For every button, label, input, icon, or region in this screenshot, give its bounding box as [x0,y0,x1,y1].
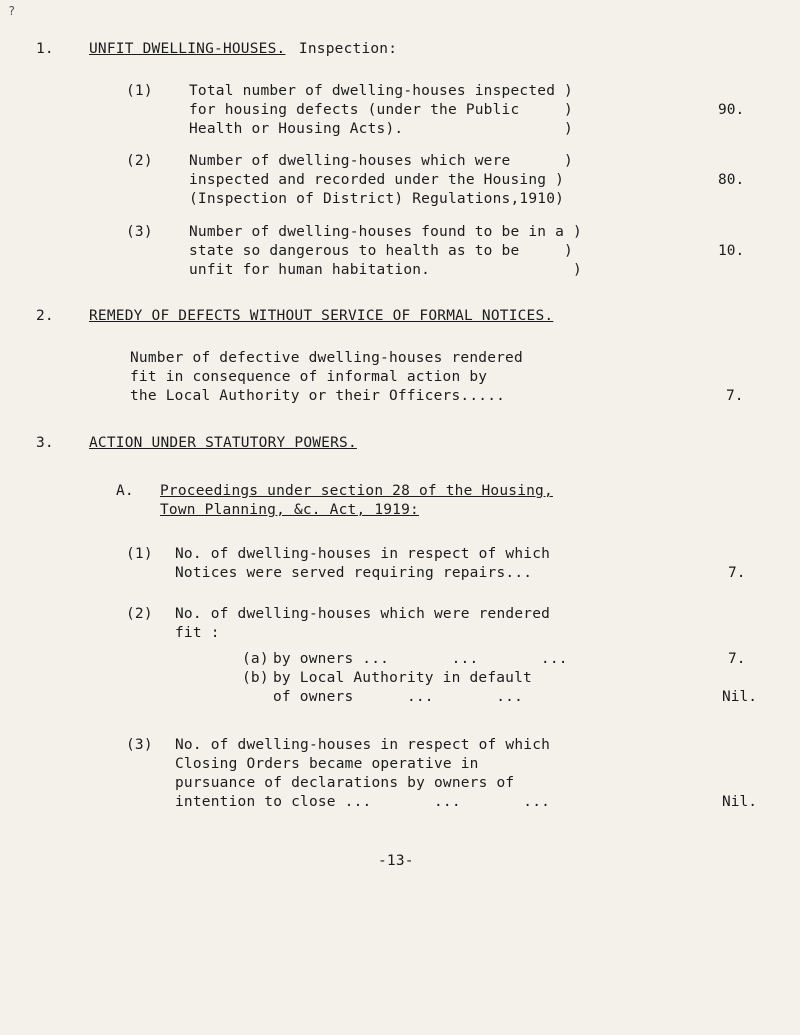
item-line: Number of dwelling-houses which were ) [189,153,573,169]
item-line: Total number of dwelling-houses inspected ) [189,83,573,99]
item-line: (Inspection of District) Regulations,1910) [189,191,565,207]
item-line: Health or Housing Acts). ) [189,121,573,137]
item-value: 80. [718,172,745,188]
subsection-heading-line: Town Planning, &c. Act, 1919: [160,502,419,518]
item-line: No. of dwelling-houses which were rendered [175,606,551,622]
section-heading-tail: Inspection: [290,41,398,57]
item-label: (1) [126,83,153,99]
subsection-heading-line: Proceedings under section 28 of the Housing, [160,483,553,499]
subitem-label: (a) [242,651,269,667]
section-number: 3. [36,435,54,451]
item-line: inspected and recorded under the Housing ) [189,172,565,188]
item-line: No. of dwelling-houses in respect of which [175,737,551,753]
subitem-line: by Local Authority in default [273,670,532,686]
item-value: 7. [728,651,746,667]
body-line: fit in consequence of informal action by [130,369,488,385]
body-line: the Local Authority or their Officers..... [130,388,506,404]
item-line: fit : [175,625,220,641]
item-value: 7. [726,388,744,404]
subitem-label: (b) [242,670,269,686]
page-number: -13- [378,853,414,869]
item-line: Number of dwelling-houses found to be in a ) [189,224,582,240]
margin-mark: ? [8,4,16,18]
section-heading: UNFIT DWELLING-HOUSES. [89,41,286,57]
subitem-line: by owners ... ... ... [273,651,568,667]
item-value: Nil. [722,689,757,705]
item-label: (2) [126,606,153,622]
item-label: (1) [126,546,153,562]
item-line: No. of dwelling-houses in respect of which [175,546,551,562]
section-heading: REMEDY OF DEFECTS WITHOUT SERVICE OF FORMAL NOTICES. [89,308,554,324]
item-label: (3) [126,224,153,240]
item-line: Notices were served requiring repairs... [175,565,533,581]
body-line: Number of defective dwelling-houses rendered [130,350,523,366]
item-value: 7. [728,565,746,581]
item-line: intention to close ... ... ... [175,794,551,810]
section-number: 2. [36,308,54,324]
item-line: unfit for human habitation. ) [189,262,582,278]
item-line: pursuance of declarations by owners of [175,775,515,791]
section-heading: ACTION UNDER STATUTORY POWERS. [89,435,357,451]
item-line: Closing Orders became operative in [175,756,479,772]
subitem-line: of owners ... ... [273,689,524,705]
item-value: 10. [718,243,745,259]
item-value: 90. [718,102,745,118]
section-number: 1. [36,41,54,57]
item-value: Nil. [722,794,757,810]
item-line: state so dangerous to health as to be ) [189,243,573,259]
item-line: for housing defects (under the Public ) [189,102,573,118]
item-label: (3) [126,737,153,753]
subsection-label: A. [116,483,134,499]
item-label: (2) [126,153,153,169]
